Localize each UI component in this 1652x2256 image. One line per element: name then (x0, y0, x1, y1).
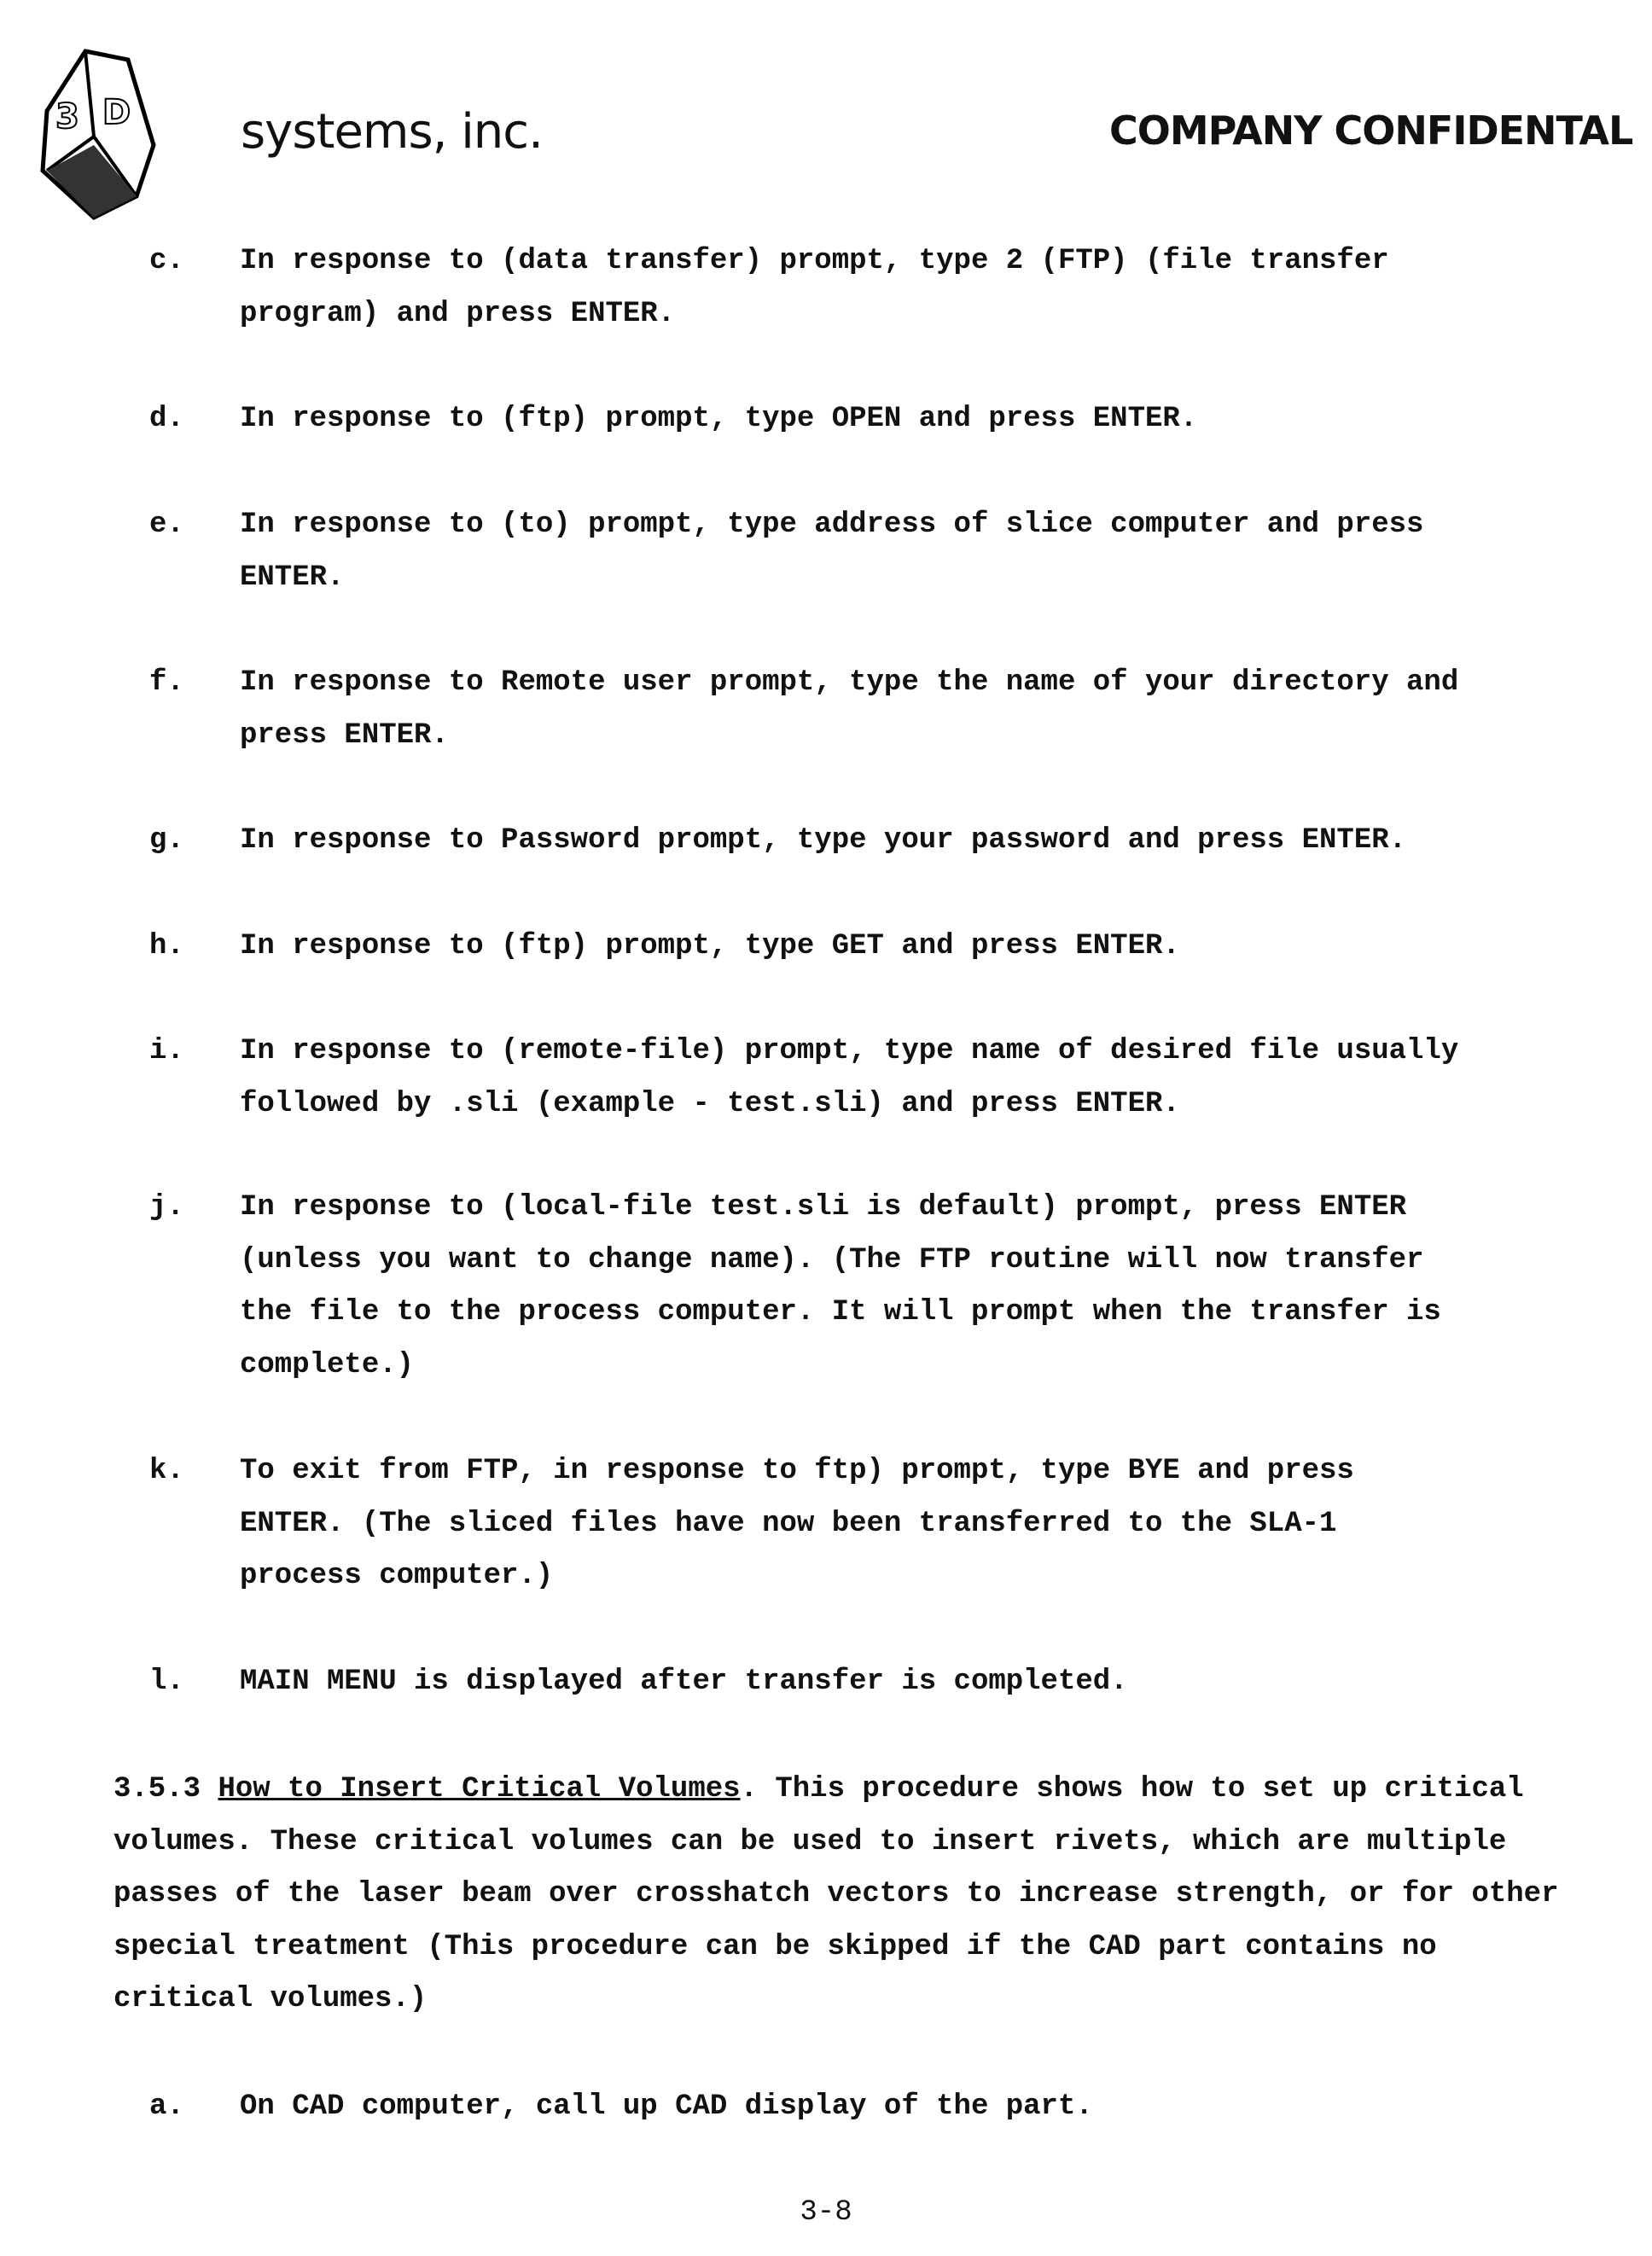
step-label: k. (149, 1445, 184, 1498)
step-label: g. (149, 815, 184, 868)
step-text: In response to (data transfer) prompt, type 2 (FTP) (file transfer program) and press ENTER. (240, 235, 1571, 340)
step-label: l. (149, 1656, 184, 1709)
step-text: In response to Password prompt, type your password and press ENTER. (240, 815, 1571, 868)
step-text: In response to (remote-file) prompt, type name of desired file usually followed by .sli (example - test.sli) and press ENTER. (240, 1026, 1571, 1131)
step-label: e. (149, 499, 184, 552)
step-text: MAIN MENU is displayed after transfer is completed. (240, 1656, 1571, 1709)
step-label: h. (149, 921, 184, 974)
step-label: i. (149, 1026, 184, 1079)
section-body: . This procedure shows how to set up critical volumes. These critical volumes can be used to insert rivets, which are multiple passes of the laser beam over crosshatch vectors to increase strength, or for other special treatment (This procedure can be skipped if the CAD part contains no critical volumes.) (113, 1773, 1558, 2015)
step-text: To exit from FTP, in response to ftp) prompt, type BYE and press ENTER. (The sliced files have now been transferred to the SLA-1 process computer.) (240, 1445, 1571, 1603)
step-label: j. (149, 1182, 184, 1235)
step-label: f. (149, 657, 184, 710)
svg-text:D: D (102, 93, 131, 132)
svg-text:3: 3 (55, 97, 79, 137)
step-label: a. (149, 2081, 184, 2134)
section-number: 3.5.3 (113, 1773, 201, 1805)
step-text: In response to (ftp) prompt, type GET and press ENTER. (240, 921, 1571, 974)
step-text: In response to (to) prompt, type address of slice computer and press ENTER. (240, 499, 1571, 604)
company-logo (34, 43, 230, 222)
step-text: On CAD computer, call up CAD display of the part. (240, 2081, 1571, 2134)
confidential-label: COMPANY CONFIDENTAL (1109, 108, 1632, 154)
section-title: How to Insert Critical Volumes (218, 1773, 740, 1805)
section-3-5-3 (113, 1764, 1581, 2026)
step-label: d. (149, 393, 184, 446)
step-text: In response to (local-file test.sli is default) prompt, press ENTER (unless you want to change name). (The FTP routine will now transfer the file to the process computer. It will prompt when the transfer is complete.) (240, 1182, 1571, 1392)
step-label: c. (149, 235, 184, 288)
company-name: systems, inc. (241, 104, 543, 160)
step-text: In response to (ftp) prompt, type OPEN and press ENTER. (240, 393, 1571, 446)
step-text: In response to Remote user prompt, type the name of your directory and press ENTER. (240, 657, 1571, 762)
page-number: 3-8 (0, 2196, 1652, 2229)
